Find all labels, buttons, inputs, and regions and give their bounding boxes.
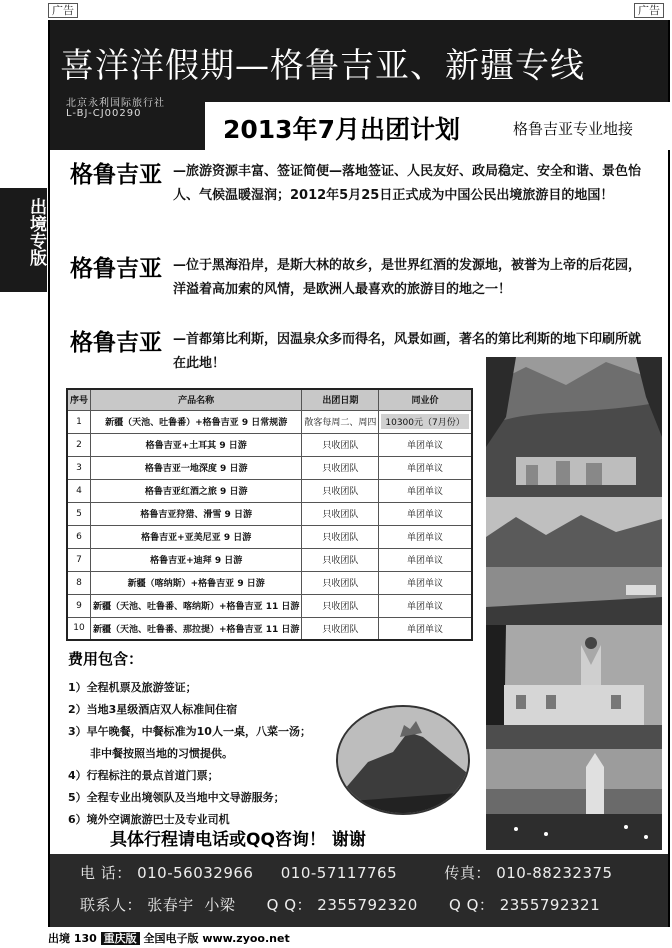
contact-footer bbox=[50, 854, 668, 927]
header-banner bbox=[50, 20, 668, 150]
col-header-date: 出团日期 bbox=[302, 389, 379, 410]
row-no: 10 bbox=[67, 617, 91, 640]
plan-title: 2013年7月出团计划 bbox=[223, 115, 460, 144]
photo-hill-fortress bbox=[336, 705, 470, 815]
photo-column bbox=[486, 357, 662, 850]
phone-number-1: 010-56032966 bbox=[137, 864, 254, 882]
row-no: 9 bbox=[67, 594, 91, 617]
table-row bbox=[67, 548, 472, 571]
intro-block-2 bbox=[70, 254, 650, 310]
intro-brand: 格鲁吉亚 bbox=[70, 161, 162, 188]
cost-item: 3）早午晚餐，中餐标准为10人一桌，八菜一汤； bbox=[68, 725, 311, 738]
table-row bbox=[67, 479, 472, 502]
consult-message: 具体行程请电话或QQ咨询！ 谢谢 bbox=[110, 830, 366, 850]
row-no: 4 bbox=[67, 479, 91, 502]
row-no: 2 bbox=[67, 433, 91, 456]
row-price: 单团单议 bbox=[379, 479, 472, 502]
contact-row bbox=[80, 894, 600, 915]
site-label: 全国电子版 bbox=[143, 932, 199, 945]
row-price: 单团单议 bbox=[379, 548, 472, 571]
row-price: 单团单议 bbox=[379, 502, 472, 525]
row-name: 格鲁吉亚+迪拜 9 日游 bbox=[91, 548, 302, 571]
row-name: 新疆（天池、吐鲁番、那拉提）+格鲁吉亚 11 日游 bbox=[91, 617, 302, 640]
photo-mountain-lake bbox=[486, 497, 662, 625]
qq-number-1: 2355792320 bbox=[317, 896, 418, 914]
intro-text: —位于黑海沿岸，是斯大林的故乡，是世界红酒的发源地，被誉为上帝的后花园，洋溢着高加索的风情，是欧洲人最喜欢的旅游目的地之一！ bbox=[173, 258, 642, 297]
site-url[interactable]: www.zyoo.net bbox=[202, 932, 290, 945]
row-date: 散客每周二、周四 bbox=[302, 410, 379, 433]
row-price: 单团单议 bbox=[379, 617, 472, 640]
cost-item: 2）当地3星级酒店双人标准间住宿 bbox=[68, 703, 238, 716]
intro-brand: 格鲁吉亚 bbox=[70, 255, 162, 282]
row-date: 只收团队 bbox=[302, 502, 379, 525]
ad-label-left: 广告 bbox=[48, 3, 78, 18]
table-row bbox=[67, 594, 472, 617]
cost-item: 4）行程标注的景点首道门票； bbox=[68, 769, 219, 782]
agency-name: 北京永利国际旅行社 bbox=[66, 98, 165, 109]
table-row bbox=[67, 571, 472, 594]
qq-number-2: 2355792321 bbox=[499, 896, 601, 914]
photo-hillside-town bbox=[486, 357, 662, 497]
phone-number-2: 010-57117765 bbox=[280, 864, 398, 882]
intro-block-1 bbox=[70, 160, 650, 240]
cost-item: 5）全程专业出境领队及当地中文导游服务； bbox=[68, 791, 285, 804]
intro-brand: 格鲁吉亚 bbox=[70, 329, 162, 356]
plan-box bbox=[205, 102, 670, 150]
intro-text: —首都第比利斯，因温泉众多而得名，风景如画，著名的第比利斯的地下印刷所就在此地！ bbox=[173, 332, 642, 371]
col-header-no: 序号 bbox=[67, 389, 91, 410]
contact-label: 联系人： bbox=[80, 896, 143, 914]
row-no: 3 bbox=[67, 456, 91, 479]
table-row bbox=[67, 502, 472, 525]
fax-number: 010-88232375 bbox=[496, 864, 613, 882]
phone-label: 电 话： bbox=[80, 864, 132, 882]
row-name: 格鲁吉亚一地深度 9 日游 bbox=[91, 456, 302, 479]
row-price: 单团单议 bbox=[379, 433, 472, 456]
row-name: 格鲁吉亚红酒之旅 9 日游 bbox=[91, 479, 302, 502]
license-number: L-BJ-CJ00290 bbox=[66, 108, 142, 119]
cost-item: 非中餐按照当地的习惯提供。 bbox=[90, 747, 233, 760]
row-name: 格鲁吉亚+亚美尼亚 9 日游 bbox=[91, 525, 302, 548]
row-date: 只收团队 bbox=[302, 433, 379, 456]
price-badge: 10300元（7月份） bbox=[381, 414, 468, 429]
photo-monastery bbox=[486, 625, 662, 749]
row-no: 1 bbox=[67, 410, 91, 433]
row-price: 单团单议 bbox=[379, 594, 472, 617]
qq-label-2: Q Q： bbox=[449, 896, 495, 914]
row-name: 新疆（喀纳斯）+格鲁吉亚 9 日游 bbox=[91, 571, 302, 594]
row-date: 只收团队 bbox=[302, 548, 379, 571]
ad-label-right: 广告 bbox=[634, 3, 664, 18]
row-price bbox=[379, 410, 472, 433]
cost-item: 1）全程机票及旅游签证； bbox=[68, 681, 197, 694]
cost-heading: 费用包含： bbox=[68, 650, 144, 668]
qq-label-1: Q Q： bbox=[266, 896, 313, 914]
row-date: 只收团队 bbox=[302, 525, 379, 548]
row-date: 只收团队 bbox=[302, 456, 379, 479]
intro-text: —旅游资源丰富、签证简便—落地签证、人民友好、政局稳定、安全和谐、景色怡人、气候温暖湿润；2012年5月25日正式成为中国公民出境旅游目的地国！ bbox=[173, 164, 642, 203]
photo-city-tower bbox=[486, 749, 662, 850]
advertisement-page bbox=[48, 20, 670, 927]
row-price: 单团单议 bbox=[379, 456, 472, 479]
row-price: 单团单议 bbox=[379, 525, 472, 548]
row-date: 只收团队 bbox=[302, 617, 379, 640]
row-price: 单团单议 bbox=[379, 571, 472, 594]
row-name: 新疆（天池、吐鲁番、喀纳斯）+格鲁吉亚 11 日游 bbox=[91, 594, 302, 617]
table-row bbox=[67, 617, 472, 640]
row-date: 只收团队 bbox=[302, 479, 379, 502]
page-number: 出境 130 bbox=[48, 932, 97, 945]
edition-badge: 重庆版 bbox=[101, 932, 140, 945]
row-no: 5 bbox=[67, 502, 91, 525]
row-no: 6 bbox=[67, 525, 91, 548]
specialist-label: 格鲁吉亚专业地接 bbox=[513, 120, 634, 138]
table-row bbox=[67, 525, 472, 548]
row-no: 7 bbox=[67, 548, 91, 571]
col-header-price: 同业价 bbox=[379, 389, 472, 410]
table-row bbox=[67, 433, 472, 456]
page-title: 喜洋洋假期—格鲁吉亚、新疆专线 bbox=[60, 46, 585, 86]
table-row bbox=[67, 410, 472, 433]
product-table bbox=[66, 388, 470, 641]
section-tab: 出境专版 bbox=[0, 188, 47, 292]
row-name: 新疆（天池、吐鲁番）+格鲁吉亚 9 日常规游 bbox=[91, 410, 302, 433]
row-name: 格鲁吉亚+土耳其 9 日游 bbox=[91, 433, 302, 456]
phone-row bbox=[80, 862, 613, 883]
page-footer-bar bbox=[48, 930, 312, 946]
contact-names: 张春宇 小梁 bbox=[147, 896, 236, 914]
row-no: 8 bbox=[67, 571, 91, 594]
row-date: 只收团队 bbox=[302, 594, 379, 617]
cost-item: 6）境外空调旅游巴士及专业司机 bbox=[68, 813, 230, 826]
fax-label: 传真： bbox=[444, 864, 491, 882]
col-header-name: 产品名称 bbox=[91, 389, 302, 410]
table-row bbox=[67, 456, 472, 479]
row-date: 只收团队 bbox=[302, 571, 379, 594]
row-name: 格鲁吉亚狩猎、滑雪 9 日游 bbox=[91, 502, 302, 525]
